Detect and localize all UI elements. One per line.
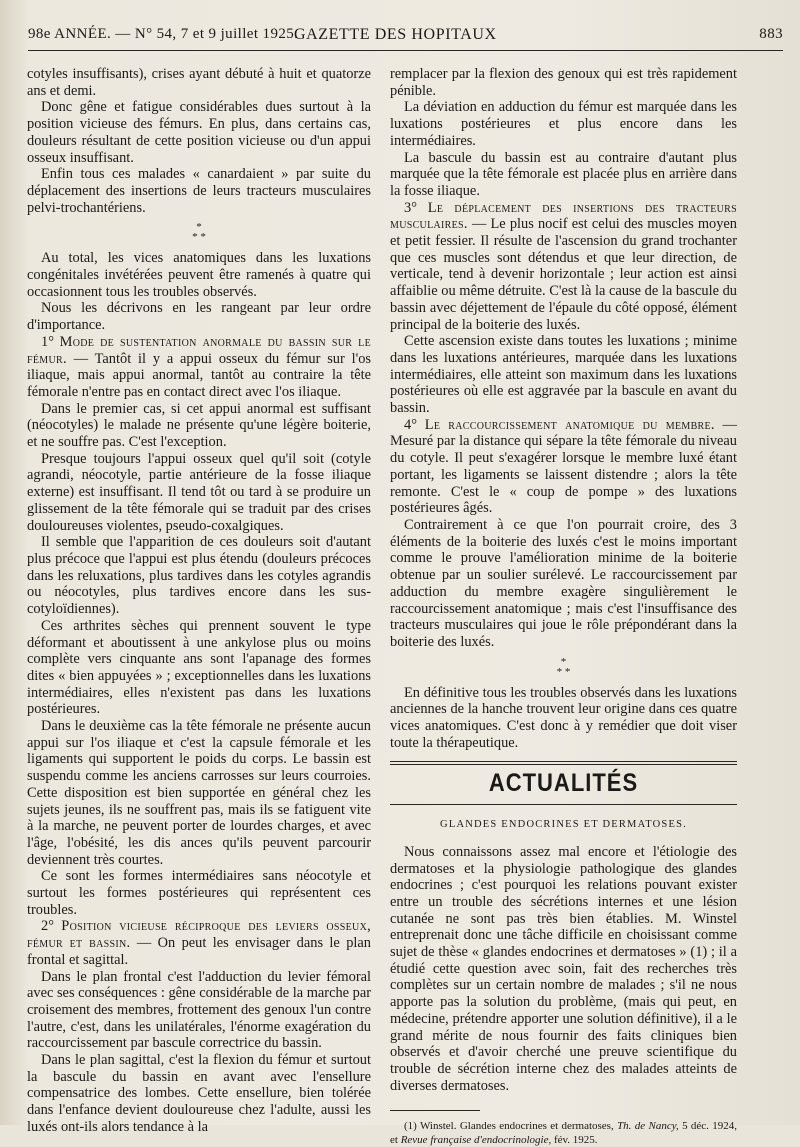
section-separator <box>390 657 737 677</box>
section-title: Le raccourcissement anatomique du membre. <box>424 416 715 433</box>
star-top: * <box>560 655 567 668</box>
footnote-part: Th. de Nancy, <box>617 1120 679 1133</box>
paragraph: Enfin tous ces malades « canardaient » par suite du déplacement des insertions de leurs tracteurs musculaires pelvi-trochantériens. <box>27 166 371 216</box>
section-number: 3° <box>404 199 417 216</box>
section-4 <box>390 417 737 517</box>
section-title: Position vicieuse réciproque des leviers osseux, fémur et bassin. <box>27 918 371 952</box>
paragraph: Contrairement à ce que l'on pourrait croire, des 3 éléments de la boiterie des luxés c'est le moins important comme le prouve l'amélioration minime de la boiterie obtenue par un soulier surélevé. Le raccourcissement par adduction du membre exagère singulièrement le raccourcissement anatomique ; mais c'est l'insuffisance des tracteurs musculaires qui joue le rôle prépondérant dans la boiterie des luxés. <box>390 516 737 650</box>
section-text: — On peut les envisager dans le plan frontal et sagittal. <box>27 935 371 968</box>
paragraph: Au total, les vices anatomiques dans les luxations congénitales invétérées peuvent être ramenés à quatre qui occasionnent tous les troubles observés. <box>27 250 371 300</box>
paragraph: Cette ascension existe dans toutes les luxations ; minime dans les luxations antérieures, marquée dans les luxations intermédiaires, elle atteint son maximum dans les luxations postérieures où elle est aggravée par la bascule en avant du bassin. <box>390 333 737 417</box>
section-separator <box>27 222 371 242</box>
paragraph: Presque toujours l'appui osseux quel qu'il soit (cotyle agrandi, néocotyle, partie antérieure de la fosse iliaque externe) est insuffisant. Il tend tôt ou tard à se produire un glissement de la tête fémorale qui se traduit par des crises douloureuses violentes, pseudo-coxalgiques. <box>27 450 371 534</box>
actualites-heading: ACTUALITÉS <box>488 768 639 798</box>
star-bottom: * * <box>556 665 571 678</box>
paragraph: remplacer par la flexion des genoux qui est très rapidement pénible. <box>390 66 737 99</box>
paragraph: Nous les décrivons en les rangeant par leur ordre d'importance. <box>27 300 371 334</box>
footnote <box>390 1119 737 1147</box>
section-2 <box>27 918 371 968</box>
issue-info: 98e ANNÉE. — N° 54, 7 et 9 juillet 1925. <box>28 26 299 42</box>
section-number: 2° <box>41 918 54 935</box>
page-header <box>28 26 783 46</box>
footnote-rule <box>390 1110 480 1111</box>
paragraph: Dans le plan frontal c'est l'adduction du levier fémoral avec ses conséquences : gêne considérable de la marche par croisement des membres, frottement des genoux l'un contre l'autre, c'est, dans les unilatérales, l'énorme exagération du raccourcissement par bascule correctrice du bassin. <box>27 968 372 1052</box>
thin-rule <box>390 804 737 805</box>
section-1 <box>27 334 371 401</box>
paragraph: Dans le premier cas, si cet appui anormal est suffisant (néocotyles) le malade ne présente qu'une légère boiterie, et ne souffre pas. C'est l'exception. <box>27 400 371 451</box>
section-title: Le déplacement des insertions des tracteurs musculaires. <box>390 199 737 233</box>
left-column <box>27 66 371 1136</box>
right-column <box>390 66 737 1147</box>
paragraph: Ces arthrites sèches qui prennent souvent le type déformant et aboutissent à une ankylose plus ou moins complète vers cinquante ans sont l'apanage des formes dites « bien appuyées » ; exceptionnelles dans les luxations intermédiaires, elles n'existent pas dans les luxations postérieures. <box>27 617 371 718</box>
star-top: * <box>196 221 202 234</box>
paragraph: Dans le plan sagittal, c'est la flexion du fémur et surtout la bascule du bassin en avant avec l'ensellure compensatrice des lombes. Cette ensellure, bien tolérée dans l'enfance devient douloureuse chez l'adulte, aussi les luxés ont-ils alors tendance à la <box>27 1052 371 1135</box>
section-3 <box>390 200 737 334</box>
paragraph: cotyles insuffisants), crises ayant débuté à huit et quatorze ans et demi. <box>27 66 371 99</box>
article-subheading: GLANDES ENDOCRINES ET DERMATOSES. <box>440 819 687 831</box>
page-number: 883 <box>759 26 783 42</box>
paragraph: Dans le deuxième cas la tête fémorale ne présente aucun appui sur l'os iliaque et c'est la capsule fémorale et les ligaments qui supportent le poids du corps. Le bassin est suspendu comme les anciens carrosses sur leurs courroies. Cette disposition est bien supportée en général chez les sujets jeunes, ils ne souffrent pas, mais ils se fatiguent vite à la marche, ne peuvent porter de lourdes charges, et avec l'âge, l'obésité, les dis ances qu'ils peuvent parcourir deviennent très courtes. <box>27 718 371 868</box>
section-number: 4° <box>404 416 417 433</box>
paragraph: Il semble que l'apparition de ces douleurs soit d'autant plus précoce que l'appui est plus étendu (douleurs précoces dans les reluxations, plus tardives dans les cotyles agrandis ou néocotyles, plus tardives encore dans les sus-cotyloïdiennes). <box>27 534 371 618</box>
paragraph: Nous connaissons assez mal encore et l'étiologie des dermatoses et la physiologie pathologique des glandes endocrines ; c'est pourquoi les relations pouvant exister entre un trouble des sécrétions internes et une lésion cutanée ne sont pas très bien établies. M. Winstel entreprenait donc une tâche difficile en choisissant comme sujet de thèse « glandes endocrines et dermatoses » (1) ; il a étudié cette question avec soin, fait des recherches très complètes sur un certain nombre de malades ; s'il ne nous apporte pas la solution du problème, (mais qui peut, en médecine, prétendre apporter une solution définitive), il a le grand mérite de nous fournir des faits cliniques bien observés et d'avoir cherché une preuve scientifique du trouble de sécrétion interne chez des malades atteints de diverses dermatoses. <box>390 843 737 1094</box>
header-rule <box>28 50 783 51</box>
paragraph: Donc gêne et fatigue considérables dues surtout à la position vicieuse des fémurs. En plus, dans certains cas, douleurs résultant de cette position vicieuse ou d'un appui osseux insuffisant. <box>27 99 371 166</box>
footnote-part: (1) Winstel. Glandes endocrines et dermatoses, <box>404 1120 614 1133</box>
section-number: 1° <box>41 333 54 350</box>
star-bottom: * * <box>192 231 206 244</box>
section-text: — Tantôt il y a appui osseux du fémur sur l'os iliaque, mais appui anormal, tantôt au contraire la tête fémorale n'entre pas en contact direct avec l'os iliaque. <box>27 350 371 400</box>
footnote-part: 5 déc. 1924, et <box>390 1120 738 1147</box>
paragraph: La bascule du bassin est au contraire d'autant plus marquée que la tête fémorale est placée plus en arrière dans la fosse iliaque. <box>390 149 737 199</box>
section-text: — Le plus nocif est celui des muscles moyen et petit fessier. Il résulte de l'ascension du grand trochanter que ces muscles sont détendus et que leur direction, de verticale, tend à devenir horizontale ; leur action est ainsi affaiblie ou même détruite. C'est là la cause de la bascule du bassin avec déjettement de l'épaule du côté opposé, élément principal de la boiterie des luxés. <box>390 216 737 333</box>
section-text: — Mesuré par la distance qui sépare la tête fémorale du niveau du cotyle. Il peut s'exagérer lorsque le membre luxé étant portant, les ligaments se laissent distendre ; alors la tête remonte. C'est le « coup de pompe » des luxations postérieures âgés. <box>390 416 737 517</box>
paragraph: La déviation en adduction du fémur est marquée dans les luxations postérieures et plus encore dans les intermédiaires. <box>390 99 737 149</box>
paragraph: Ce sont les formes intermédiaires sans néocotyle et surtout les formes postérieures qui représentent ces troubles. <box>27 868 371 918</box>
paragraph: En définitive tous les troubles observés dans les luxations anciennes de la hanche trouvent leur origine dans ces quatre vices anatomiques. C'est donc à y remédier que doit viser toute la thérapeutique. <box>390 684 737 751</box>
footnote-part: Revue française d'endocrinologie, <box>400 1134 552 1147</box>
footnote-part: fév. 1925. <box>553 1134 598 1147</box>
section-title: Mode de sustentation anormale du bassin sur le fémur. <box>27 333 371 367</box>
journal-title: GAZETTE DES HOPITAUX <box>294 26 497 43</box>
double-rule <box>390 761 737 765</box>
